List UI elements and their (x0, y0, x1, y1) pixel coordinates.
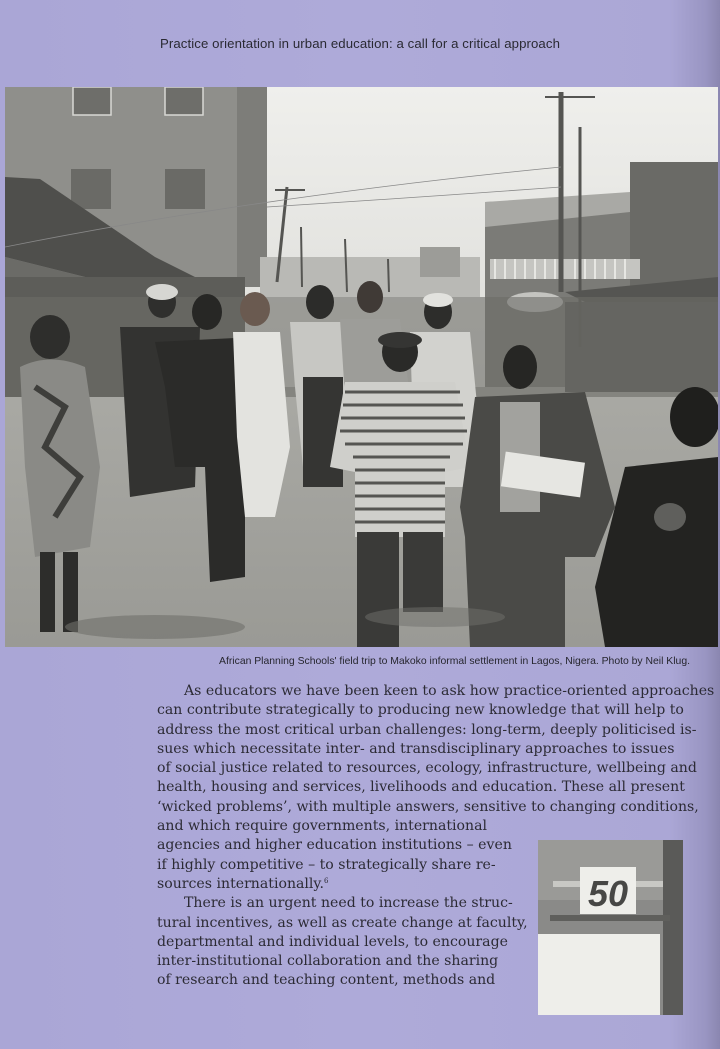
sign-photo-icon (538, 840, 683, 1015)
text-line: health, housing and services, livelihoods and education. These all present (157, 779, 685, 796)
text-line: inter-institutional collaboration and the sharing (157, 953, 499, 970)
photograph-street-scene-icon (5, 87, 718, 647)
text-line: of research and teaching content, methods and (157, 972, 496, 989)
text-line: There is an urgent need to increase the struc- (184, 895, 513, 912)
text-line: agencies and higher education institutions – even (157, 837, 512, 854)
text-line: of social justice related to resources, ecology, infrastructure, wellbeing and (157, 760, 697, 777)
text-line: can contribute strategically to producing new knowledge that will help to (157, 702, 684, 719)
inset-photograph (538, 840, 683, 1015)
text-line: departmental and individual levels, to encourage (157, 933, 508, 950)
text-line: tural incentives, as well as create change at faculty, (157, 914, 528, 931)
text-line: sues which necessitate inter- and transdisciplinary approaches to issues (157, 740, 675, 757)
photo-caption: African Planning Schools' field trip to Makoko informal settlement in Lagos, Nigera. Photo by Neil Klug. (219, 656, 690, 667)
text-line: if highly competitive – to strategically share re- (157, 856, 496, 873)
text-line: ‘wicked problems’, with multiple answers, sensitive to changing conditions, (157, 798, 699, 815)
footnote-reference[interactable]: 6 (324, 876, 329, 885)
main-photograph (5, 87, 718, 647)
text-line: address the most critical urban challenges: long-term, deeply politicised is- (157, 721, 697, 738)
text-line-content: sources internationally. (157, 875, 325, 892)
text-line: and which require governments, international (157, 818, 488, 835)
text-line: As educators we have been keen to ask how practice-oriented approaches (184, 683, 715, 699)
sign-number: 50 (587, 873, 629, 914)
running-head: Practice orientation in urban education: a call for a critical approach (159, 36, 560, 51)
